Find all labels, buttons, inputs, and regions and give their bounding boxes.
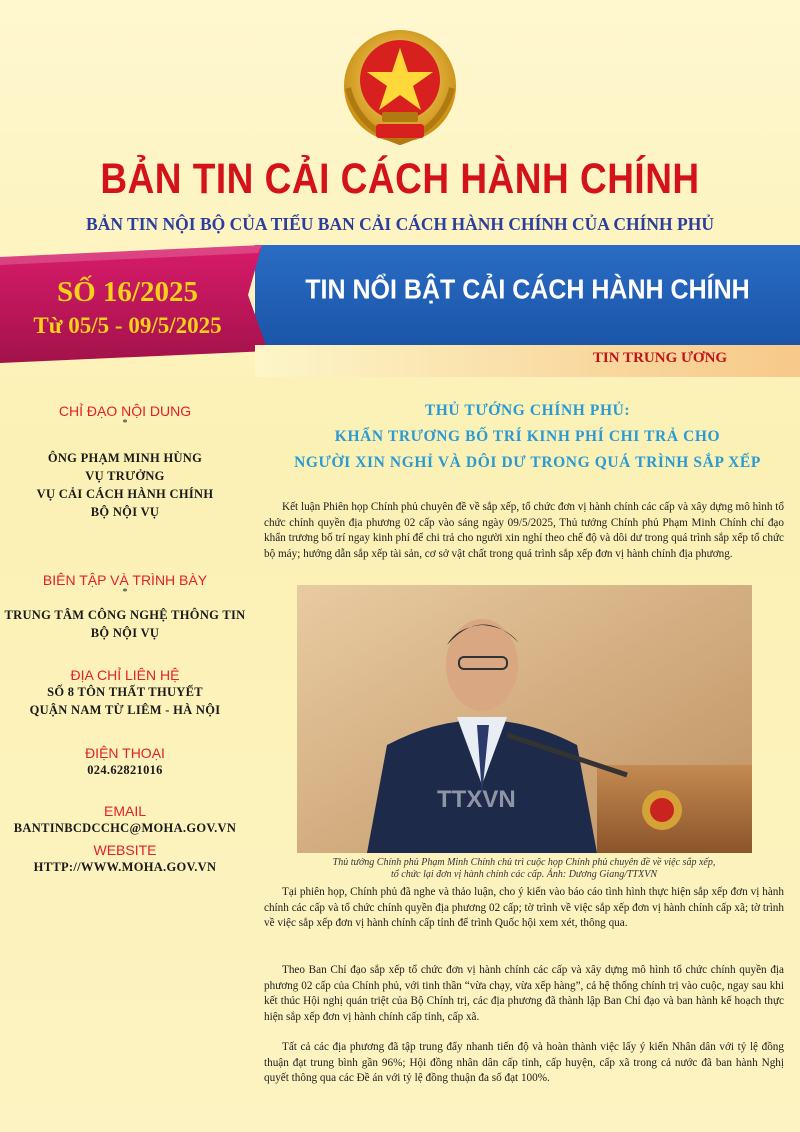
sidebar-line: VỤ TRƯỞNG: [85, 469, 165, 483]
star-separator: *: [122, 587, 128, 598]
sidebar-heading: BIÊN TẬP VÀ TRÌNH BÀY: [42, 572, 208, 588]
sidebar-heading: ĐỊA CHỈ LIÊN HỆ: [70, 667, 180, 683]
article-title-line: KHẨN TRƯƠNG BỐ TRÍ KINH PHÍ CHI TRẢ CHO: [334, 428, 721, 445]
article-paragraph: Tại phiên họp, Chính phủ đã nghe và thảo luận, cho ý kiến vào báo cáo tình hình thực hiện sắp xếp đơn vị hành chính các cấp và tổ chức chính quyền địa phương 02 cấp; tờ trình về việc sắp xếp đơn vị hành chính cấp xã; tờ trình về việc sắp xếp đơn vị hành chính cấp tỉnh để trình Quốc hội xem xét, thông qua.: [264, 886, 784, 929]
band-title: TIN NỔI BẬT CẢI CÁCH HÀNH CHÍNH: [305, 274, 750, 306]
newsletter-subtitle: BẢN TIN NỘI BỘ CỦA TIỂU BAN CẢI CÁCH HÀNH CHÍNH CỦA CHÍNH PHỦ: [86, 214, 714, 234]
sidebar-line: SỐ 8 TÔN THẤT THUYẾT: [47, 685, 203, 699]
article-paragraph: Tất cả các địa phương đã tập trung đẩy nhanh tiến độ và hoàn thành việc lấy ý kiến Nhân dân với tỷ lệ đồng thuận đạt trung bình gần 96%; Hội đồng nhân dân cấp tỉnh, cấp huyện, cấp xã trong cả nước đã ban hành Nghị quyết thông qua các Đề án với tỷ lệ đồng thuận đa số đạt 100%.: [264, 1041, 784, 1084]
sidebar-line: TRUNG TÂM CÔNG NGHỆ THÔNG TIN: [4, 608, 246, 622]
sidebar-heading: ĐIỆN THOẠI: [85, 745, 165, 761]
national-emblem-icon: [338, 28, 462, 152]
sidebar-line: BỘ NỘI VỤ: [90, 505, 160, 519]
website-link[interactable]: HTTP://WWW.MOHA.GOV.VN: [33, 860, 217, 874]
sidebar-line: BỘ NỘI VỤ: [90, 626, 160, 640]
sidebar-phone: [0, 745, 250, 779]
sidebar-heading: EMAIL: [103, 803, 146, 819]
phone-number: 024.62821016: [87, 763, 163, 777]
sidebar-line: VỤ CẢI CÁCH HÀNH CHÍNH: [36, 487, 214, 501]
photo-caption: [264, 857, 784, 881]
sidebar-email: [0, 803, 250, 837]
sidebar-content-direction: [0, 403, 250, 521]
caption-line: Thủ tướng Chính phủ Phạm Minh Chính chủ trì cuộc họp Chính phủ chuyên đề về việc sắp xếp,: [332, 857, 716, 868]
article-paragraph: Kết luận Phiên họp Chính phủ chuyên đề về sắp xếp, tổ chức đơn vị hành chính các cấp và xây dựng mô hình tổ chức chính quyền địa phương 02 cấp vào sáng ngày 09/5/2025, Thủ tướng Chính phủ Phạm Minh Chính chỉ đạo khẩn trương bố trí ngay kinh phí để chi trả cho người xin nghỉ theo chế độ và dôi dư trong quá trình sắp xếp tổ chức bộ máy; hướng dẫn sắp xếp tài sản, cơ sở vật chất trong quá trình sắp xếp đơn vị hành chính địa phương.: [264, 501, 784, 560]
sidebar-website: [0, 842, 250, 876]
article-photo: [297, 585, 752, 853]
section-label: TIN TRUNG ƯƠNG: [592, 350, 728, 366]
sidebar-heading: WEBSITE: [93, 842, 157, 858]
sidebar-editing: [0, 572, 250, 642]
sidebar-line: QUẬN NAM TỪ LIÊM - HÀ NỘI: [29, 703, 221, 717]
issue-dates: Từ 05/5 - 09/5/2025: [33, 313, 222, 338]
sidebar-address: [0, 667, 250, 719]
article-title-line: THỦ TƯỚNG CHÍNH PHỦ:: [424, 402, 631, 419]
issue-number: SỐ 16/2025: [57, 276, 198, 308]
caption-line: tổ chức lại đơn vị hành chính các cấp. Ảnh: Dương Giang/TTXVN: [391, 869, 657, 880]
sidebar-line: ÔNG PHẠM MINH HÙNG: [47, 451, 203, 465]
photo-watermark: TTXVN: [437, 786, 516, 813]
article-title-line: NGƯỜI XIN NGHỈ VÀ DÔI DƯ TRONG QUÁ TRÌNH SẮP XẾP: [294, 454, 761, 471]
newsletter-title: BẢN TIN CẢI CÁCH HÀNH CHÍNH: [100, 154, 700, 202]
article-paragraph: Theo Ban Chỉ đạo sắp xếp tổ chức đơn vị hành chính các cấp và xây dựng mô hình tổ chức chính quyền địa phương 02 cấp của Chính phủ, với tinh thần “vừa chạy, vừa xếp hàng”, cả hệ thống chính trị vào cuộc, ngay sau khi kết thúc Hội nghị quán triệt của Bộ Chính trị, các địa phương đã thành lập Ban Chỉ đạo và ban hành kế hoạch thực hiện sắp xếp đơn vị hành chính cấp tỉnh, cấp xã.: [264, 964, 784, 1023]
email-link[interactable]: BANTINBCDCCHC@MOHA.GOV.VN: [13, 821, 237, 835]
sidebar-heading: CHỈ ĐẠO NỘI DUNG: [58, 403, 192, 419]
star-separator: *: [122, 418, 128, 429]
